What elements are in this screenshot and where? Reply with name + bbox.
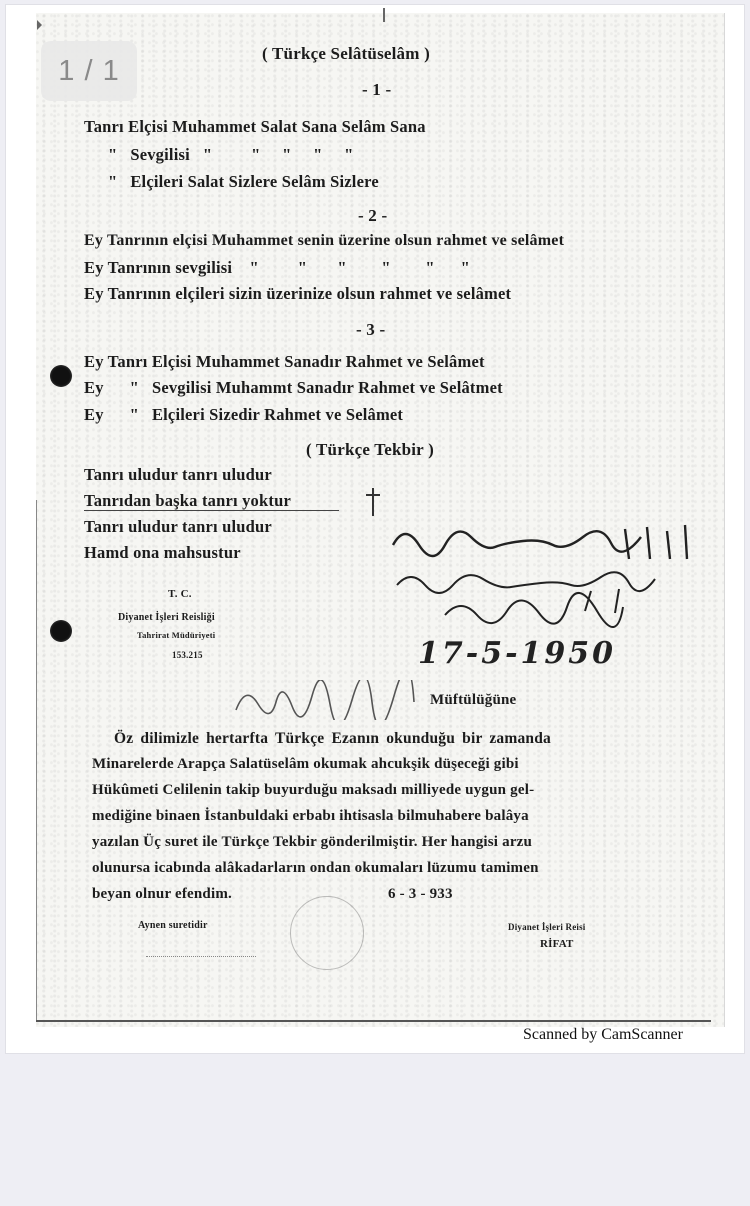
section-2-line-3: Ey Tanrının elçileri sizin üzerinize olsun rahmet ve selâmet <box>84 284 512 303</box>
tekbir-line-3: Tanrı uludur tanrı uludur <box>84 517 272 536</box>
tekbir-line-2: Tanrıdan başka tanrı yoktur <box>84 491 291 510</box>
signature-scribble <box>232 680 422 720</box>
section-3-line-1: Ey Tanrı Elçisi Muhammet Sanadır Rahmet ve Selâmet <box>84 352 485 371</box>
letterhead-org-3: Tahrirat Müdüriyeti <box>137 630 216 640</box>
body-line-4: mediğine binaen İstanbuldaki erbabı ihtisasla bilmuhabere balâya <box>92 808 529 824</box>
punch-hole-icon <box>50 365 72 387</box>
stamp-circle <box>290 896 364 970</box>
section-3-number: - 3 - <box>356 320 386 339</box>
tekbir-title: ( Türkçe Tekbir ) <box>306 440 434 459</box>
sign-left-label: Aynen suretidir <box>138 920 208 931</box>
section-3-line-3: Ey " Elçileri Sizedir Rahmet ve Selâmet <box>84 405 404 424</box>
punch-hole-icon <box>50 620 72 642</box>
body-date: 6 - 3 - 933 <box>388 886 453 902</box>
section-1-line-1: Tanrı Elçisi Muhammet Salat Sana Selâm Sana <box>84 117 426 136</box>
body-line-6: olunursa icabında alâkadarların ondan okumaları lüzumu tamimen <box>92 860 539 876</box>
section-2-number: - 2 - <box>358 206 388 225</box>
page-counter: 1 / 1 <box>41 41 137 101</box>
sign-right-label: Diyanet İşleri Reisi <box>508 922 586 932</box>
underline-stroke <box>84 510 339 511</box>
sign-left-scrawl <box>146 940 256 957</box>
section-1-line-3: " Elçileri Salat Sizlere Selâm Sizlere <box>108 172 379 191</box>
addressee: Müftülüğüne <box>430 692 517 708</box>
body-line-2: Minarelerde Arapça Salatüselâm okumak ahcukşik düşeceği gibi <box>92 756 519 772</box>
cross-mark-v <box>372 488 374 516</box>
scanner-footer: Scanned by CamScanner <box>523 1026 683 1043</box>
letterhead-org-1: T. C. <box>168 588 192 600</box>
sign-right-name: RİFAT <box>540 938 574 950</box>
letterhead-org-2: Diyanet İşleri Reisliği <box>118 612 215 623</box>
body-line-7: beyan olnur efendim. <box>92 886 232 902</box>
fold-mark <box>383 8 385 22</box>
handwritten-date: 17-5-1950 <box>418 636 617 671</box>
document-title: ( Türkçe Selâtüselâm ) <box>262 44 430 63</box>
section-1-number: - 1 - <box>362 80 392 99</box>
tekbir-line-4: Hamd ona mahsustur <box>84 543 241 562</box>
tekbir-line-1: Tanrı uludur tanrı uludur <box>84 465 272 484</box>
body-line-5: yazılan Üç suret ile Türkçe Tekbir gönderilmiştir. Her hangisi arzu <box>92 834 533 850</box>
body-line-3: Hükûmeti Celilenin takip buyurduğu maksadı milliyede uygun gel- <box>92 782 535 798</box>
section-1-line-2: " Sevgilisi " " " " " <box>108 145 354 164</box>
section-2-line-2: Ey Tanrının sevgilisi " " " " " " <box>84 258 470 277</box>
body-line-1: Öz dilimizle hertarfta Türkçe Ezanın okunduğu bir zamanda <box>114 730 552 747</box>
letterhead-number: 153.215 <box>172 650 203 660</box>
section-3-line-2: Ey " Sevgilisi Muhammt Sanadır Rahmet ve Selâtmet <box>84 378 503 397</box>
section-2-line-1: Ey Tanrının elçisi Muhammet senin üzerine olsun rahmet ve selâmet <box>84 232 565 249</box>
handwritten-annotation <box>385 515 705 635</box>
page-marker-icon <box>37 20 42 30</box>
